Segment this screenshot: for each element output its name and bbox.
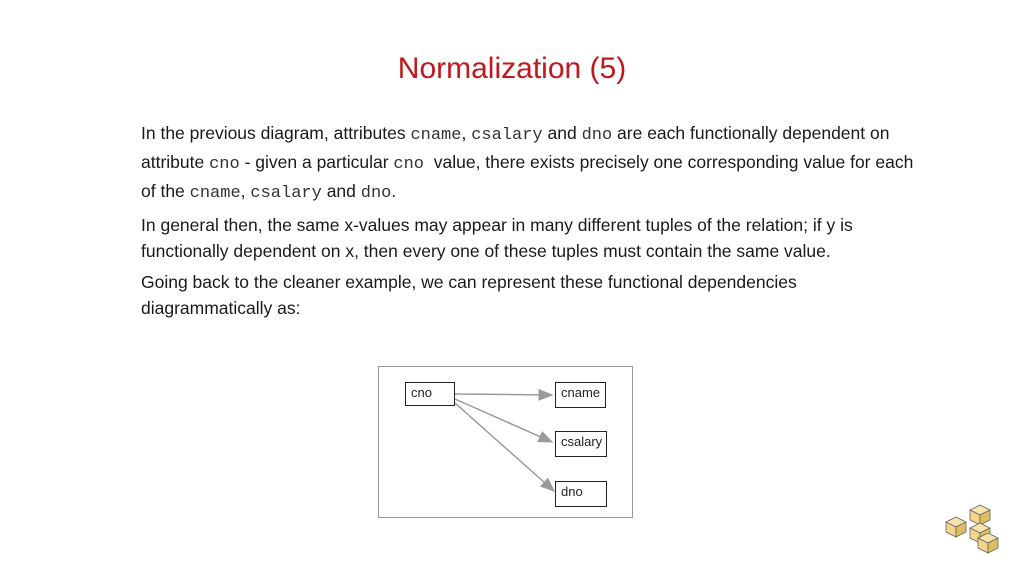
dependency-diagram bbox=[378, 366, 633, 518]
text: and bbox=[542, 123, 582, 143]
text: In the previous diagram, attributes bbox=[141, 123, 411, 143]
text: value, there exists precisely one corresponding value for each of the bbox=[141, 152, 919, 201]
node-cname: cname bbox=[555, 382, 606, 408]
paragraph-2: In general then, the same x-values may appear in many different tuples of the relation; if y is functionally dependent on x, then every one of these tuples must contain the same value. bbox=[141, 215, 853, 261]
arrow-to-cname bbox=[455, 394, 552, 395]
node-csalary: csalary bbox=[555, 431, 607, 457]
arrow-to-csalary bbox=[455, 399, 552, 442]
code-cname: cname bbox=[410, 126, 462, 145]
text: - given a particular bbox=[239, 152, 394, 172]
text: are each functionally dependent on attribute bbox=[141, 123, 890, 172]
cube-logo-icon bbox=[944, 503, 1000, 555]
arrow-to-dno bbox=[455, 403, 554, 491]
node-dno: dno bbox=[555, 481, 607, 507]
paragraph-1 bbox=[141, 120, 921, 207]
code-cno: cno bbox=[209, 155, 240, 174]
code-cno: cno bbox=[393, 155, 425, 174]
text: . bbox=[391, 181, 397, 201]
code-csalary: csalary bbox=[250, 184, 322, 203]
slide-body bbox=[141, 120, 921, 326]
text: and bbox=[321, 181, 361, 201]
node-cno: cno bbox=[405, 382, 455, 406]
text: , bbox=[240, 181, 251, 201]
text: , bbox=[461, 123, 472, 143]
code-dno: dno bbox=[581, 126, 613, 145]
code-csalary: csalary bbox=[471, 126, 543, 145]
code-cname: cname bbox=[189, 184, 241, 203]
slide-title: Normalization (5) bbox=[397, 52, 627, 85]
paragraph-3: Going back to the cleaner example, we can represent these functional dependencies diagrammatically as: bbox=[141, 272, 797, 318]
code-dno: dno bbox=[360, 184, 392, 203]
